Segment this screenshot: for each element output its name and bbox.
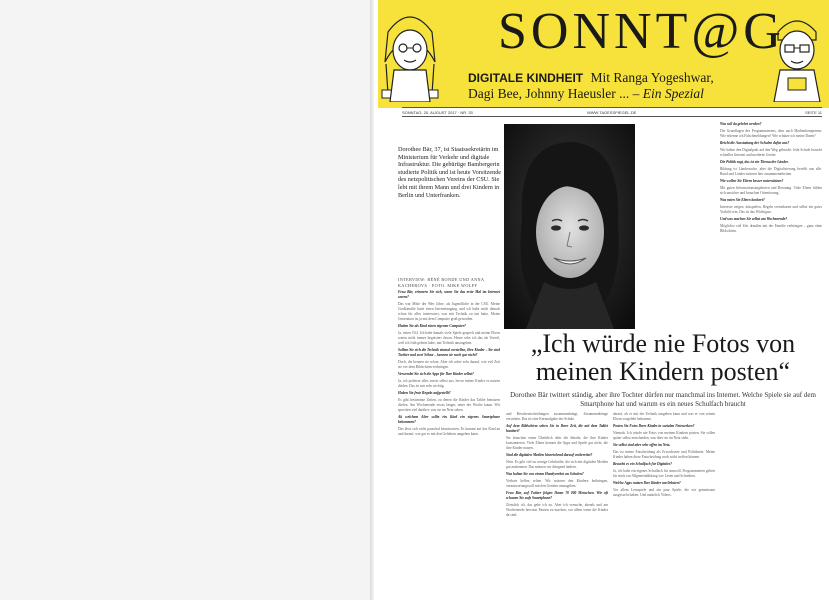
interview-question: Die Politik sagt, das ist ein Thema der Länder. bbox=[720, 160, 789, 164]
interview-question: Welche Apps nutzen Ihre Kinder am liebsten? bbox=[613, 481, 681, 485]
interview-answer: Es gibt bestimmte Zeiten, zu denen die Kinder das Tablet benutzen dürfen. Am Wochenende etwas länger, unter der Woche kaum. Wir sprechen viel darüber, was sie im Netz sehen. bbox=[398, 398, 500, 412]
interview-question: Und was machen Sie selbst am Wochenende? bbox=[720, 217, 788, 221]
page-fold bbox=[370, 0, 374, 600]
special-teaser bbox=[468, 70, 768, 102]
text-column-4 bbox=[720, 122, 822, 595]
interview-answer: Niemals. Ich würde nie Fotos von meinen Kindern posten. Sie sollen später selbst entscheiden, was über sie im Netz steht. bbox=[613, 431, 715, 440]
interview-question: Verwendet Sie sich die Apps für Ihre Kinder selbst? bbox=[398, 372, 474, 376]
interview-credits: INTERVIEW: BÉNÉ RONDE UND ANNA KACHEBOVS · FOTO: MIKE WOLFF bbox=[398, 277, 485, 288]
interview-answer: Bildung ist Ländersache, aber die Digitalisierung betrifft uns alle. Bund und Länder müssen hier zusammenarbeiten. bbox=[720, 167, 822, 176]
interview-answer: Nein. Es gibt viel zu wenige Lehrkräfte, die sich mit digitalen Medien gut auskennen. Das müssen wir dringend ändern. bbox=[506, 460, 608, 469]
interview-answer: Das war Mitte der 90er Jahre, als Jugendliche in der CSU. Meine Großfamilie hatte einen Internetzugang, und ich habe mich damals schon für alles interessiert, was mit Technik zu tun hatte. Meine Generation ist ja mit dem Computer groß geworden. bbox=[398, 302, 500, 321]
info-bar bbox=[402, 107, 822, 117]
interview-question: Frau Bär, auf Twitter folgen Ihnen 70 000 Menschen. Wie oft schauen Sie aufs Smartphone? bbox=[506, 491, 608, 500]
interview-question: Haben Sie feste Regeln aufgestellt? bbox=[398, 391, 451, 395]
interview-answer: darauf, ob er mit der Technik umgehen kann und was er von seinen Eltern vorgelebt bekommt. bbox=[613, 412, 715, 421]
interview-answer: und Berufsentscheidungen zusammenhängt, Zusammenhänge verstehen. Das ist eine Kernaufgabe der Schule. bbox=[506, 412, 608, 421]
info-page-number: SEITE 11 bbox=[805, 109, 822, 115]
interview-question: Braucht es ein Schulfach für Digitales? bbox=[613, 462, 673, 466]
portrait-photo bbox=[504, 124, 635, 329]
interview-question: Sie selbst sind aber sehr offen im Netz. bbox=[613, 443, 671, 447]
article-subline: Dorothee Bär twittert ständig, aber ihre Tochter dürfen nur manchmal ins Internet. Welche Spiele sie auf dem Smartphone hat und warum es ein neues Schulfach braucht bbox=[510, 391, 816, 408]
text-column-3 bbox=[613, 412, 715, 595]
info-website: WWW.TAGESSPIEGEL.DE bbox=[587, 109, 637, 115]
interview-answer: Das ist meine Entscheidung als Erwachsene und Politikerin. Meine Kinder haben diese Entscheidung noch nicht treffen können. bbox=[613, 450, 715, 459]
interview-answer: Ziemlich oft, das gebe ich zu. Aber ich versuche, abends und am Wochenende bewusst Pausen zu machen, vor allem wenn die Kinder da sind. bbox=[506, 503, 608, 517]
special-tail: – Ein Spezial bbox=[632, 86, 704, 101]
girl-illustration-icon bbox=[380, 2, 440, 102]
interview-answer: Ja, einen C64. Ich habe damals viele Spiele gespielt und meine Eltern waren nicht immer begeistert davon. Heute sehe ich das als Vorteil, weil ich früh gelernt habe, mit Technik umzugehen. bbox=[398, 331, 500, 345]
special-kicker: DIGITALE KINDHEIT bbox=[468, 71, 584, 85]
interview-question: Ab welchem Alter sollte ein Kind ein eigenes Smartphone bekommen? bbox=[398, 415, 500, 424]
info-date: SONNTAG, 20. AUGUST 2017 · NR. 33 bbox=[402, 109, 473, 115]
interview-question: Posten Sie Fotos Ihrer Kinder in sozialen Netzwerken? bbox=[613, 424, 695, 428]
intro-text: Dorothee Bär, 37, ist Staatssekretärin im Ministerium für Verkehr und digitale Infrastruktur. Die gebürtige Bambergerin studierte Politik und ist heute Vorsitzende des netzpolitischen Vereins der CSU. Sie lebt mit ihrem Mann und drei Kindern in Berlin und Unterfranken. bbox=[398, 146, 502, 199]
interview-question: Frau Bär, erinnern Sie sich, wann Sie das erste Mal im Internet waren? bbox=[398, 290, 500, 299]
masthead-title: SONNT@G bbox=[498, 3, 785, 60]
interview-answer: Möglichst viel Zeit draußen mit der Familie verbringen – ganz ohne Bildschirm. bbox=[720, 224, 822, 233]
special-line-1: Mit Ranga Yogeshwar, bbox=[590, 70, 714, 85]
interview-answer: Mit guten Informationsangeboten und Beratung. Viele Eltern fühlen sich unsicher und brauchen Orientierung. bbox=[720, 186, 822, 195]
interview-answer: Vor allem Lernspiele und ein paar Spiele, die wir gemeinsam ausgesucht haben. Und natürlich Videos. bbox=[613, 488, 715, 497]
interview-answer: Die Grundlagen des Programmierens, aber auch Medienkompetenz: Wie erkenne ich Falschmeldungen? Wie schütze ich meine Daten? bbox=[720, 129, 822, 138]
interview-answer: Verbote helfen selten. Wir müssen den Kindern beibringen, verantwortungsvoll mit den Geräten umzugehen. bbox=[506, 479, 608, 488]
interview-answer: Interesse zeigen, mitspielen, Regeln vereinbaren und selbst ein gutes Vorbild sein. Das ist das Wichtigste. bbox=[720, 205, 822, 214]
interview-answer: Das lässt sich nicht pauschal beantworten. Es kommt auf das Kind an und darauf, wie gut es mit den Gefahren umgehen kann. bbox=[398, 427, 500, 436]
interview-question: Was soll da gelehrt werden? bbox=[720, 122, 762, 126]
interview-answer: Ja, ich halte ein eigenes Schulfach für sinnvoll. Programmieren gehört für mich zur Allgemeinbildung wie Lesen und Schreiben. bbox=[613, 469, 715, 478]
interview-answer: Wir haben den Digitalpakt auf den Weg gebracht. Jede Schule braucht schnelles Internet und moderne Geräte. bbox=[720, 148, 822, 157]
interview-question: Wie wollen Sie Eltern besser unterstützen? bbox=[720, 179, 784, 183]
interview-answer: Ja, ich probiere alles zuerst selbst aus, bevor meine Kinder es nutzen dürfen. Das ist mir sehr wichtig. bbox=[398, 379, 500, 388]
special-line-2: Dagi Bee, Johnny Haeusler ... bbox=[468, 86, 630, 101]
interview-question: Hatten Sie als Kind einen eigenen Computer? bbox=[398, 324, 466, 328]
text-column-1 bbox=[398, 290, 500, 595]
article-headline: „Ich würde nie Fotos von meinen Kindern posten“ bbox=[530, 329, 796, 386]
interview-question: Sollten Sie sich die Technik einmal vorstellen, Ihre Kinder – Sie sind Tochter und zwei Söhne – kennen sie noch gar nicht? bbox=[398, 348, 500, 357]
interview-answer: Sie brauchen einen Überblick über die Inhalte, die ihre Kinder konsumieren. Viele Eltern kennen die Apps und Spiele gar nicht, die ihre Kinder nutzen. bbox=[506, 436, 608, 450]
interview-question: Reicht die Ausstattung der Schulen dafür aus? bbox=[720, 141, 790, 145]
interview-question: Was raten Sie Eltern konkret? bbox=[720, 198, 765, 202]
interview-question: Was halten Sie von einem Handyverbot an Schulen? bbox=[506, 472, 584, 476]
interview-answer: Doch, die kennen sie schon. Aber ich achte sehr darauf, wie viel Zeit sie vor dem Bildschirm verbringen. bbox=[398, 360, 500, 369]
interview-question: Auf dem Bildschirm sehen Sie in Ihrer Zeit, die mit dem Tablet hantiert? bbox=[506, 424, 608, 433]
left-page-gutter bbox=[0, 0, 370, 600]
interview-question: Sind die digitalen Medien hinreichend darauf vorbereitet? bbox=[506, 453, 593, 457]
text-column-2 bbox=[506, 412, 608, 595]
